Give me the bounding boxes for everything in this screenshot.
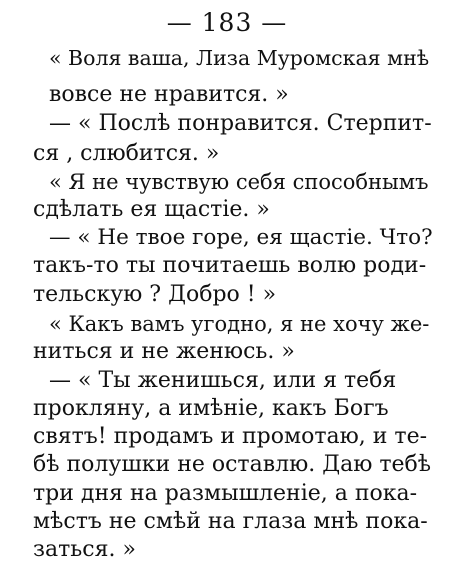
page-number: — 183 — [166, 8, 288, 37]
text-line: « Воля ваша, Лиза Муромская мнѣ [49, 46, 430, 70]
text-line: сдѣлать ея щастіе. » [33, 197, 270, 222]
text-line: бѣ полушки не оставлю. Даю тебѣ [33, 452, 432, 477]
text-line: заться. » [33, 537, 136, 562]
text-line: ниться и не женюсь. » [33, 339, 295, 364]
text-line: — « Не твое горе, ея щастіе. Что? [49, 225, 433, 250]
text-line: прокляну, а имѣніе, какъ Богъ [33, 396, 389, 421]
text-line: « Я не чувствую себя способнымъ [49, 170, 429, 194]
text-line: мѣстъ не смѣй на глаза мнѣ пока- [33, 509, 428, 534]
text-line: ся , слюбится. » [33, 141, 220, 166]
text-line: « Какъ вамъ угодно, я не хочу же- [49, 312, 430, 336]
text-line: такъ-то ты почитаешь волю роди- [33, 253, 427, 278]
text-line: — « Послѣ понравится. Стерпит- [49, 111, 432, 136]
text-line: тельскую ? Добро ! » [33, 282, 277, 307]
text-line: три дня на размышленіе, а пока- [33, 481, 418, 506]
text-line: вовсе не нравится. » [49, 82, 289, 107]
text-line: святъ! продамъ и промотаю, и те- [33, 424, 428, 449]
text-line: — « Ты женишься, или я тебя [49, 368, 397, 393]
